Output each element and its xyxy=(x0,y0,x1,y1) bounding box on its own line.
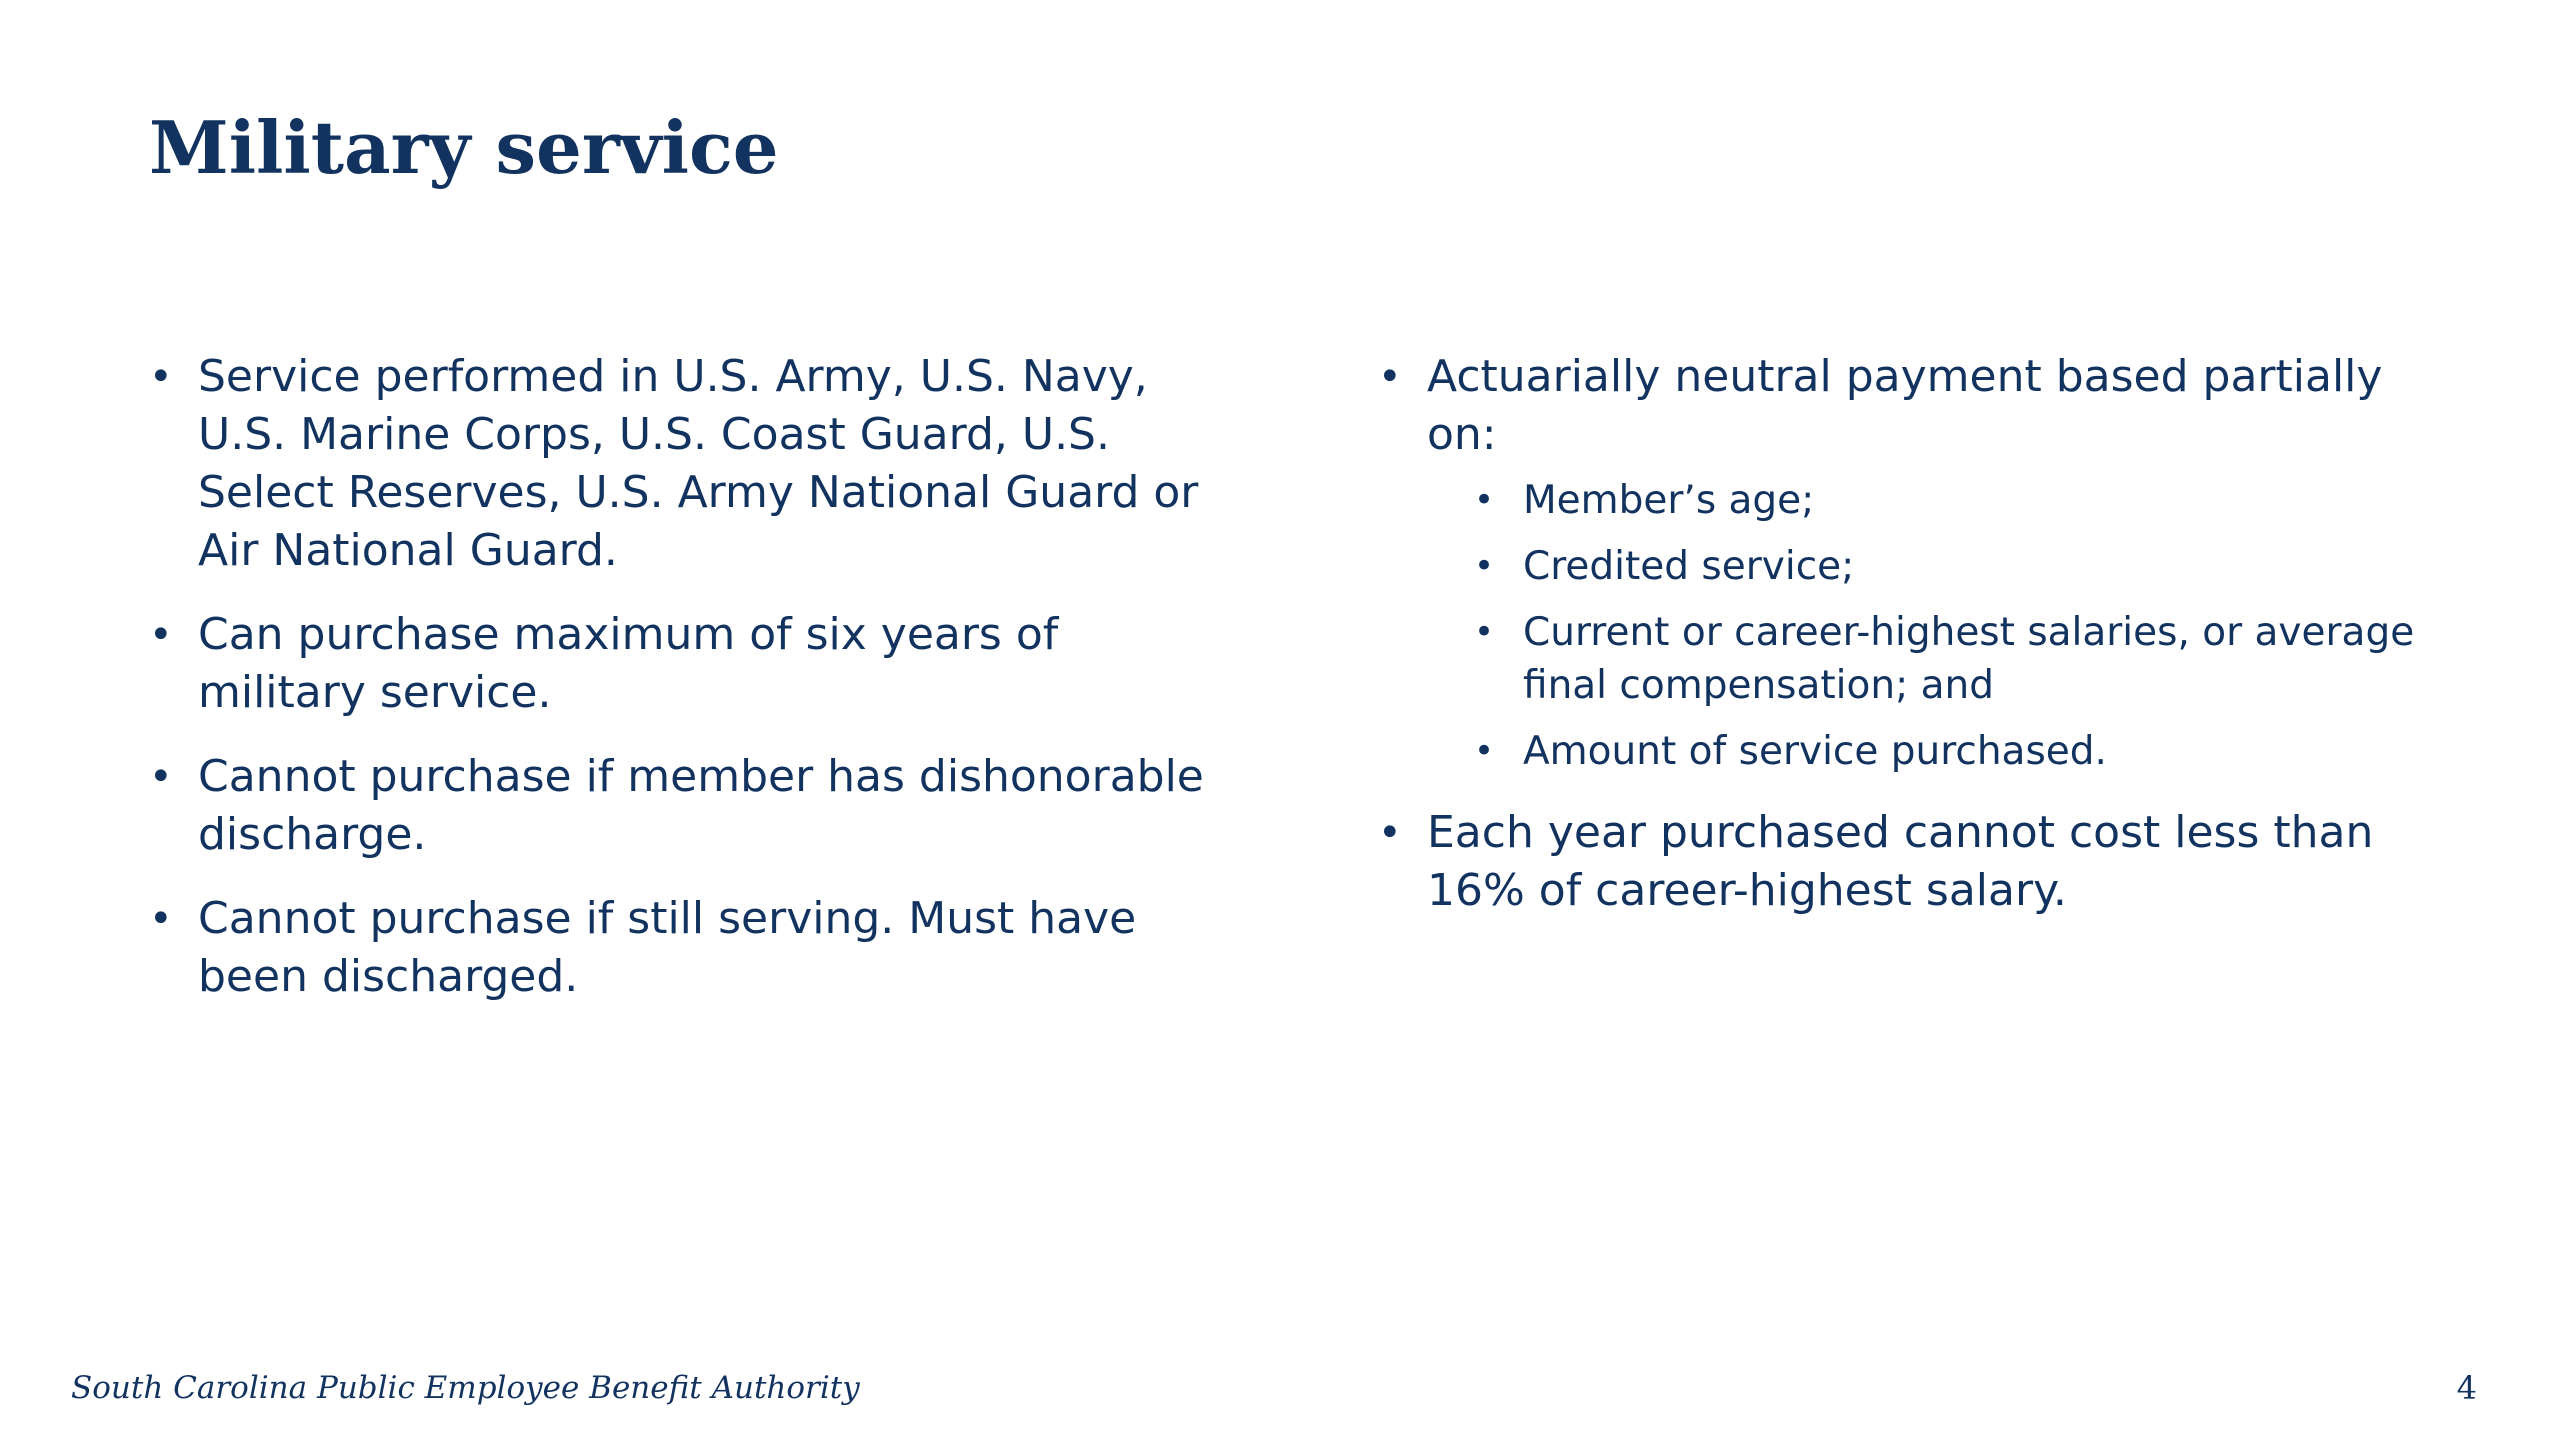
bullet-still-serving: • Cannot purchase if still serving. Must have been discharged. xyxy=(149,890,1229,1006)
right-bullet-list xyxy=(1378,348,2448,920)
left-bullet-list xyxy=(149,348,1229,1006)
right-column xyxy=(1378,348,2448,946)
sub-bullet-credited-service: • Credited service; xyxy=(1474,540,2448,593)
sub-bullet-salaries: • Current or career-highest salaries, or average final compensation; and xyxy=(1474,606,2448,712)
left-column xyxy=(149,348,1229,1032)
bullet-actuarially-neutral-text: Actuarially neutral payment based partially on: xyxy=(1427,351,2383,460)
payment-factors-list xyxy=(1474,474,2448,778)
footer-organization: South Carolina Public Employee Benefit Authority xyxy=(71,1370,860,1406)
page-number: 4 xyxy=(2456,1369,2477,1407)
bullet-actuarially-neutral xyxy=(1378,348,2448,778)
sub-bullet-members-age: • Member’s age; xyxy=(1474,474,2448,527)
bullet-service-branches: • Service performed in U.S. Army, U.S. Navy, U.S. Marine Corps, U.S. Coast Guard, U.S. Select Reserves, U.S. Army National Guard or Air National Guard. xyxy=(149,348,1229,580)
bullet-minimum-cost: • Each year purchased cannot cost less than 16% of career-highest salary. xyxy=(1378,804,2448,920)
bullet-maximum-years: • Can purchase maximum of six years of military service. xyxy=(149,606,1229,722)
sub-bullet-amount-purchased: • Amount of service purchased. xyxy=(1474,725,2448,778)
bullet-dishonorable-discharge: • Cannot purchase if member has dishonorable discharge. xyxy=(149,748,1229,864)
slide-title: Military service xyxy=(149,105,779,190)
